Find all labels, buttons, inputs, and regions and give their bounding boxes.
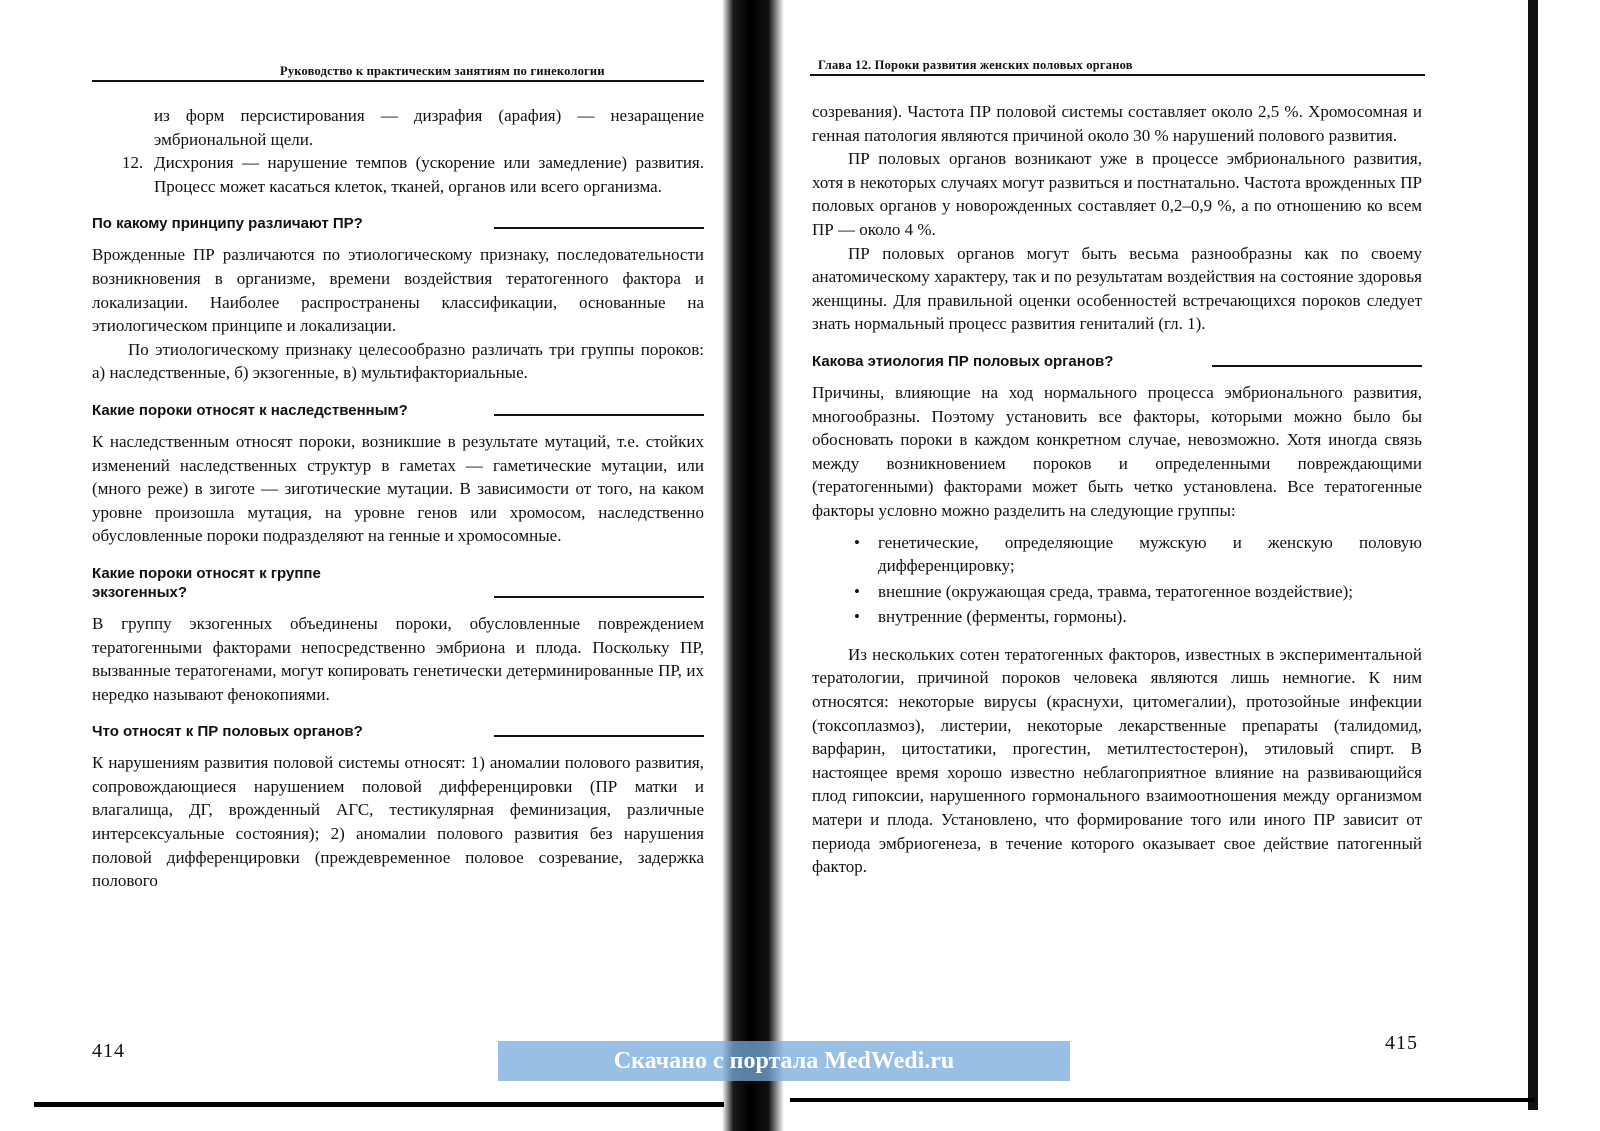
running-head-right: Глава 12. Пороки развития женских половых органов: [818, 58, 1133, 72]
paragraph: Врожденные ПР различаются по этиологическому признаку, последовательности возникновения в организме, времени воздействия тератогенного фактора и локализации. Наиболее распространены классификации, основанные на этиологическом принципе и локализации.: [92, 245, 704, 336]
paragraph: В группу экзогенных объединены пороки, обусловленные повреждением тератогенными факторами непосредственно эмбриона и плода. Поскольку ПР, вызванные тератогенами, могут копировать генетически детерминированные ПР, их нередко называют фенокопиями.: [92, 613, 704, 704]
bullet-list: [812, 531, 1422, 629]
paragraph: ПР половых органов могут быть весьма разнообразны как по своему анатомическому характеру, так и по результатам воздействия на состояние здоровья женщины. Для правильной оценки особенностей встречающихся пороков следует знать нормальный процесс развития гениталий (гл. 1).: [812, 243, 1422, 334]
question-heading-5: [812, 352, 1422, 371]
bullet-item: • внешние (окружающая среда, травма, тератогенное воздействие);: [812, 580, 1422, 604]
list-item-12-text: Дисхрония — нарушение темпов (ускорение или замедление) развития. Процесс может касаться клеток, тканей, органов или всего организма.: [154, 153, 704, 196]
bullet-item: • генетические, определяющие мужскую и женскую половую дифференцировку;: [812, 531, 1422, 578]
running-head-left: Руководство к практическим занятиям по гинекологии: [280, 64, 605, 78]
heading-rule: [494, 596, 704, 598]
heading-rule: [494, 414, 704, 416]
paragraph: созревания). Частота ПР половой системы составляет около 2,5 %. Хромосомная и генная патология являются причиной около 30 % нарушений полового развития.: [812, 102, 1422, 145]
watermark-banner: Скачано с портала MedWedi.ru: [498, 1041, 1070, 1081]
paragraph: К наследственным относят пороки, возникшие в результате мутаций, т.е. стойких изменений наследственных структур в гаметах — гаметические мутации, или (много реже) в зиготе — зиготические мутации. В зависимости от того, на каком уровне произошла мутация, на уровне генов или хромосом, наследственно обусловленные пороки подразделяют на генные и хромосомные.: [92, 431, 704, 546]
bottom-edge-right: [790, 1098, 1535, 1102]
heading-rule: [1212, 365, 1422, 367]
paragraph: Причины, влияющие на ход нормального процесса эмбрионального развития, многообразны. Поэтому установить все факторы, которыми можно было бы обосновать пороки в каждом конкретном случае, невозможно. Хотя иногда связь между возникновением пороков и определенными повреждающими (тератогенными) факторами может быть четко установлена. Все тератогенные факторы условно можно разделить на следующие группы:: [812, 382, 1422, 520]
page-number-left: 414: [92, 1040, 125, 1062]
question-text: Какие пороки относят к наследственным?: [92, 401, 408, 419]
header-rule-right: [810, 74, 1425, 76]
list-item-12: [92, 151, 704, 198]
bottom-edge-left: [34, 1102, 724, 1107]
question-text: Что относят к ПР половых органов?: [92, 723, 363, 741]
text-column-left: [92, 104, 704, 893]
page-number-right: 415: [1385, 1032, 1418, 1054]
question-text: По какому принципу различают ПР?: [92, 215, 363, 233]
question-text: Какова этиология ПР половых органов?: [812, 352, 1114, 370]
list-number-12: 12.: [122, 153, 144, 173]
paragraph: ПР половых органов возникают уже в процессе эмбрионального развития, хотя в некоторых случаях могут развиться и постнатально. Частота врожденных ПР половых органов у новорожденных составляет 0,2–0,9 %, а по отношению ко всем ПР — около 4 %.: [812, 149, 1422, 239]
page-edge-shadow: [1528, 0, 1538, 1110]
header-rule-left: [92, 80, 704, 82]
text-column-right: [812, 100, 1422, 879]
question-heading-2: [92, 401, 704, 420]
bullet-item: • внутренние (ферменты, гормоны).: [812, 605, 1422, 629]
right-page: [790, 0, 1570, 1131]
question-heading-4: [92, 722, 704, 741]
question-heading-3: [92, 564, 704, 602]
heading-rule: [494, 735, 704, 737]
book-spine-shadow: [722, 0, 784, 1131]
paragraph: Из нескольких сотен тератогенных факторов, известных в экспериментальной тератологии, причиной пороков человека являются лишь немногие. К ним относятся: некоторые вирусы (краснухи, цитомегалии), протозойные инфекции (токсоплазмоз), листерии, некоторые лекарственные препараты (талидомид, варфарин, цитостатики, прогестин, метилтестостерон), этиловый спирт. В настоящее время хорошо известно неблагоприятное влияние на развивающийся плод гипоксии, нарушенного гормонального взаимоотношения между организмом матери и плода. Установлено, что формирование того или иного ПР зависит от периода эмбриогенеза, в течение которого оказывает свое действие патогенный фактор.: [812, 644, 1422, 877]
paragraph: По этиологическому признаку целесообразно различать три группы пороков: а) наследственные, б) экзогенные, в) мультифакториальные.: [92, 339, 704, 383]
question-text: Какие пороки относят к группе экзогенных?: [92, 564, 321, 601]
left-page: [0, 0, 740, 1131]
list-item-11-continuation: из форм персистирования — дизрафия (арафия) — незаращение эмбриональной щели.: [154, 106, 704, 149]
heading-rule: [494, 227, 704, 229]
paragraph: К нарушениям развития половой системы относят: 1) аномалии полового развития, сопровождающиеся нарушением половой дифференцировки (ПР матки и влагалища, ДГ, врожденный АГС, тестикулярная феминизация, различные интерсексуальные состояния); 2) аномалии полового развития без нарушения половой дифференцировки (преждевременное половое созревание, задержка полового: [92, 753, 704, 891]
question-heading-1: [92, 214, 704, 233]
